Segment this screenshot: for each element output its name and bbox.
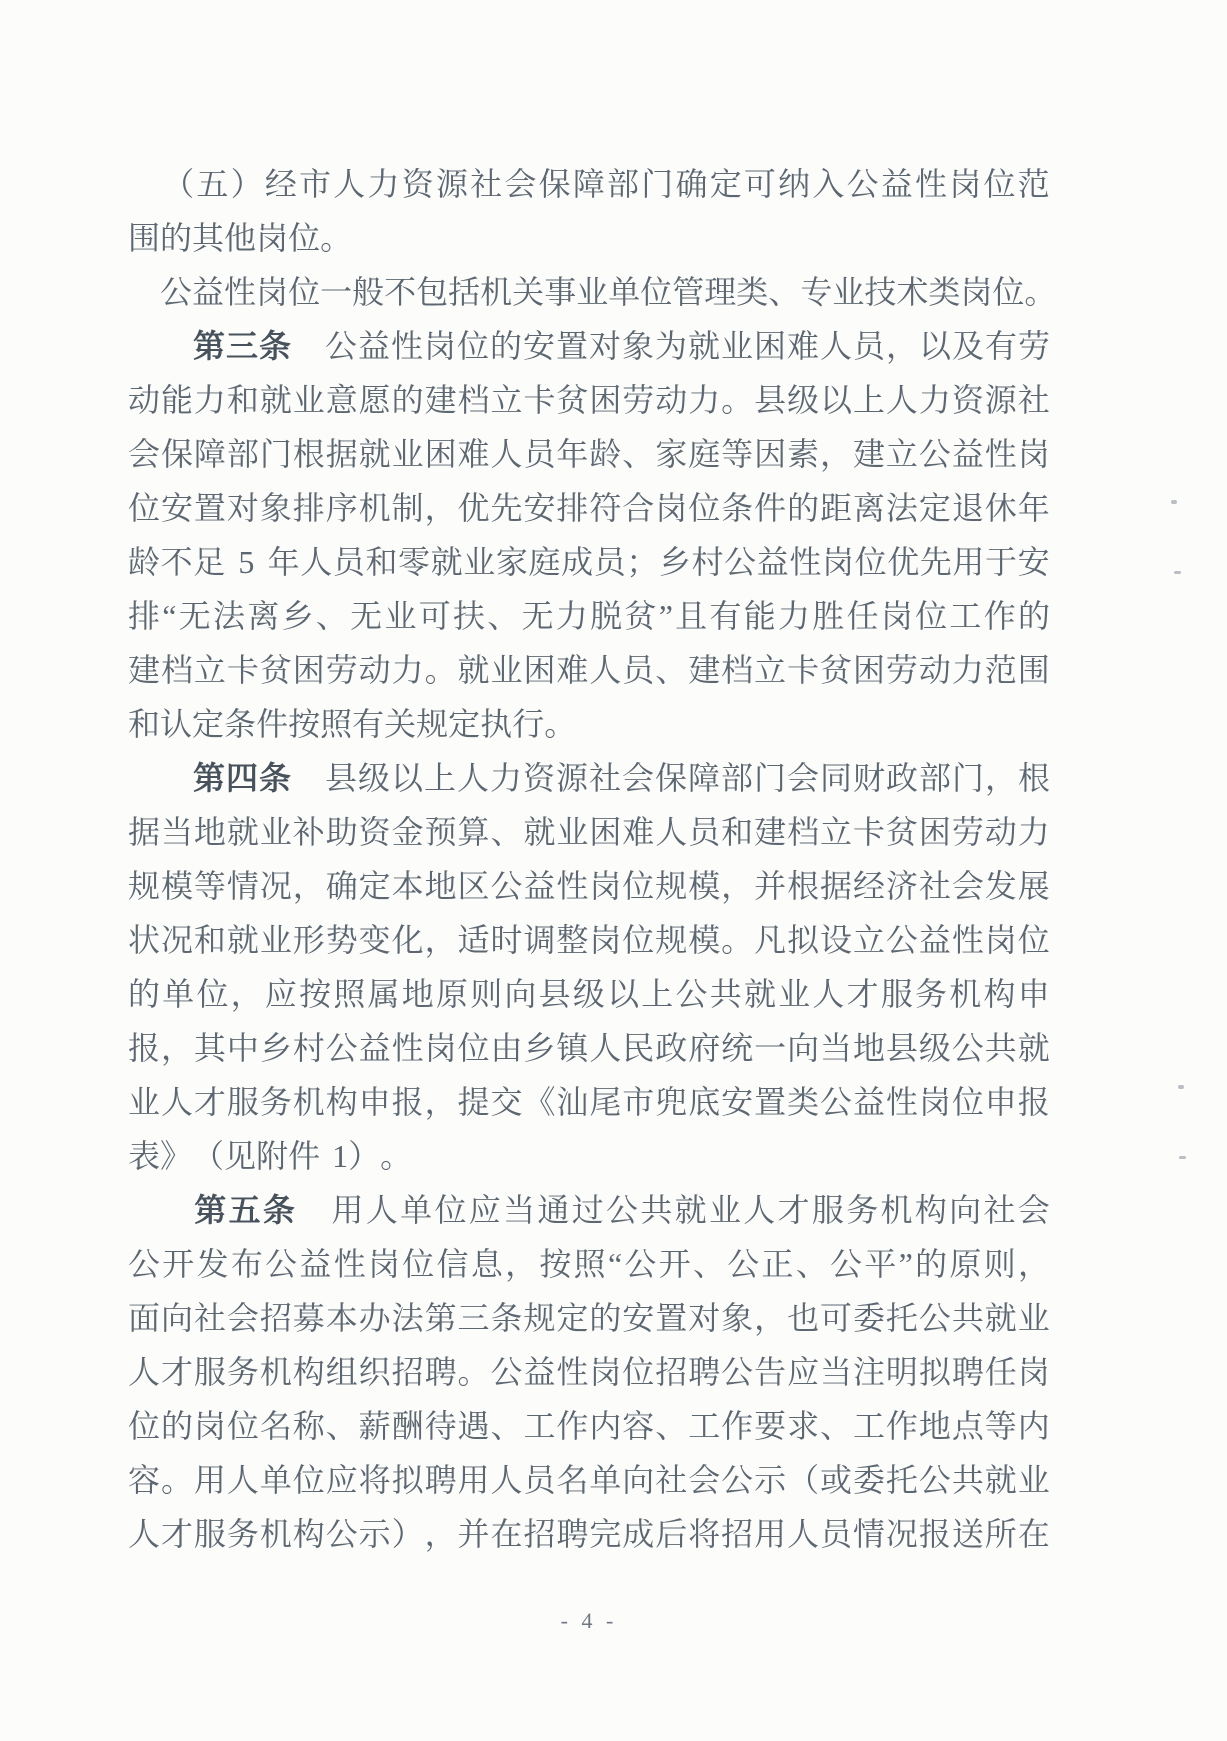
- text-line: 面 向 社 会 招 募 本 办 法 第 三 条 规 定 的 安 置 对 象 ， 也 可 委 托 公 共 就 业: [128, 1300, 1050, 1336]
- page-number: - 4 -: [560, 1608, 618, 1633]
- text-line: 报 ， 其 中 乡 村 公 益 性 岗 位 由 乡 镇 人 民 政 府 统 一 向 当 地 县 级 公 共 就: [128, 1030, 1050, 1066]
- text-line: 业 人 才 服 务 机 构 申 报 ， 提 交 《 汕 尾 市 兜 底 安 置 类 公 益 性 岗 位 申 报: [128, 1084, 1050, 1120]
- scan-artifact: [1171, 500, 1177, 504]
- text-line: 的 单 位 ， 应 按 照 属 地 原 则 向 县 级 以 上 公 共 就 业 人 才 服 务 机 构 申: [128, 976, 1050, 1012]
- text-line: 位 安 置 对 象 排 序 机 制 ， 优 先 安 排 符 合 岗 位 条 件 的 距 离 法 定 退 休 年: [128, 490, 1050, 526]
- scan-artifact: [1174, 571, 1181, 574]
- text-line: 动 能 力 和 就 业 意 愿 的 建 档 立 卡 贫 困 劳 动 力 。 县 级 以 上 人 力 资 源 社: [128, 382, 1050, 418]
- text-line: 人 才 服 务 机 构 公 示 ） ， 并 在 招 聘 完 成 后 将 招 用 人 员 情 况 报 送 所 在: [128, 1516, 1050, 1552]
- text-line: 规 模 等 情 况 ， 确 定 本 地 区 公 益 性 岗 位 规 模 ， 并 根 据 经 济 社 会 发 展: [128, 868, 1050, 904]
- text-line: 公 开 发 布 公 益 性 岗 位 信 息 ， 按 照 “ 公 开 、 公 正 、 公 平 ” 的 原 则 ，: [128, 1246, 1050, 1282]
- document-body: [128, 157, 1057, 1561]
- paragraph-indent: [128, 1183, 192, 1237]
- text-line: 公 益 性 岗 位 一 般 不 包 括 机 关 事 业 单 位 管 理 类 、 专 业 技 术 类 岗 位 。: [128, 265, 1050, 319]
- text-line: 第 四 条 县 级 以 上 人 力 资 源 社 会 保 障 部 门 会 同 财 政 部 门 ， 根: [128, 751, 1050, 805]
- text-line: 人 才 服 务 机 构 组 织 招 聘 。 公 益 性 岗 位 招 聘 公 告 应 当 注 明 拟 聘 任 岗: [128, 1354, 1050, 1390]
- paragraph-indent: [128, 751, 192, 805]
- paragraph-indent: [128, 265, 160, 319]
- text-line: 容 。 用 人 单 位 应 将 拟 聘 用 人 员 名 单 向 社 会 公 示 （ 或 委 托 公 共 就 业: [128, 1462, 1050, 1498]
- text-line: 位 的 岗 位 名 称 、 薪 酬 待 遇 、 工 作 内 容 、 工 作 要 求 、 工 作 地 点 等 内: [128, 1408, 1050, 1444]
- scan-artifact: [1179, 1156, 1186, 1159]
- text-line: 据 当 地 就 业 补 助 资 金 预 算 、 就 业 困 难 人 员 和 建 档 立 卡 贫 困 劳 动 力: [128, 814, 1050, 850]
- text-line: 龄 不 足 5 年 人 员 和 零 就 业 家 庭 成 员 ； 乡 村 公 益 性 岗 位 优 先 用 于 安: [128, 544, 1050, 580]
- text-line: （ 五 ） 经 市 人 力 资 源 社 会 保 障 部 门 确 定 可 纳 入 公 益 性 岗 位 范: [128, 157, 1050, 211]
- text-line: 会 保 障 部 门 根 据 就 业 困 难 人 员 年 龄 、 家 庭 等 因 素 ， 建 立 公 益 性 岗: [128, 436, 1050, 472]
- text-line: 第 五 条 用 人 单 位 应 当 通 过 公 共 就 业 人 才 服 务 机 构 向 社 会: [128, 1183, 1050, 1237]
- text-line: 第 三 条 公 益 性 岗 位 的 安 置 对 象 为 就 业 困 难 人 员 ， 以 及 有 劳: [128, 319, 1050, 373]
- text-line: 建 档 立 卡 贫 困 劳 动 力 。 就 业 困 难 人 员 、 建 档 立 卡 贫 困 劳 动 力 范 围: [128, 652, 1050, 688]
- paragraph-indent: [128, 319, 192, 373]
- scan-artifact: [1178, 1085, 1184, 1089]
- text-line: 排 “ 无 法 离 乡 、 无 业 可 扶 、 无 力 脱 贫 ” 且 有 能 力 胜 任 岗 位 工 作 的: [128, 598, 1050, 634]
- text-line: 和 认 定 条 件 按 照 有 关 规 定 执 行 。: [128, 706, 577, 742]
- text-line: 状 况 和 就 业 形 势 变 化 ， 适 时 调 整 岗 位 规 模 。 凡 拟 设 立 公 益 性 岗 位: [128, 922, 1050, 958]
- paragraph-indent: [128, 157, 160, 211]
- text-line: 围 的 其 他 岗 位 。: [128, 220, 353, 256]
- text-line: 表 》 （ 见 附 件 1 ） 。: [128, 1138, 413, 1174]
